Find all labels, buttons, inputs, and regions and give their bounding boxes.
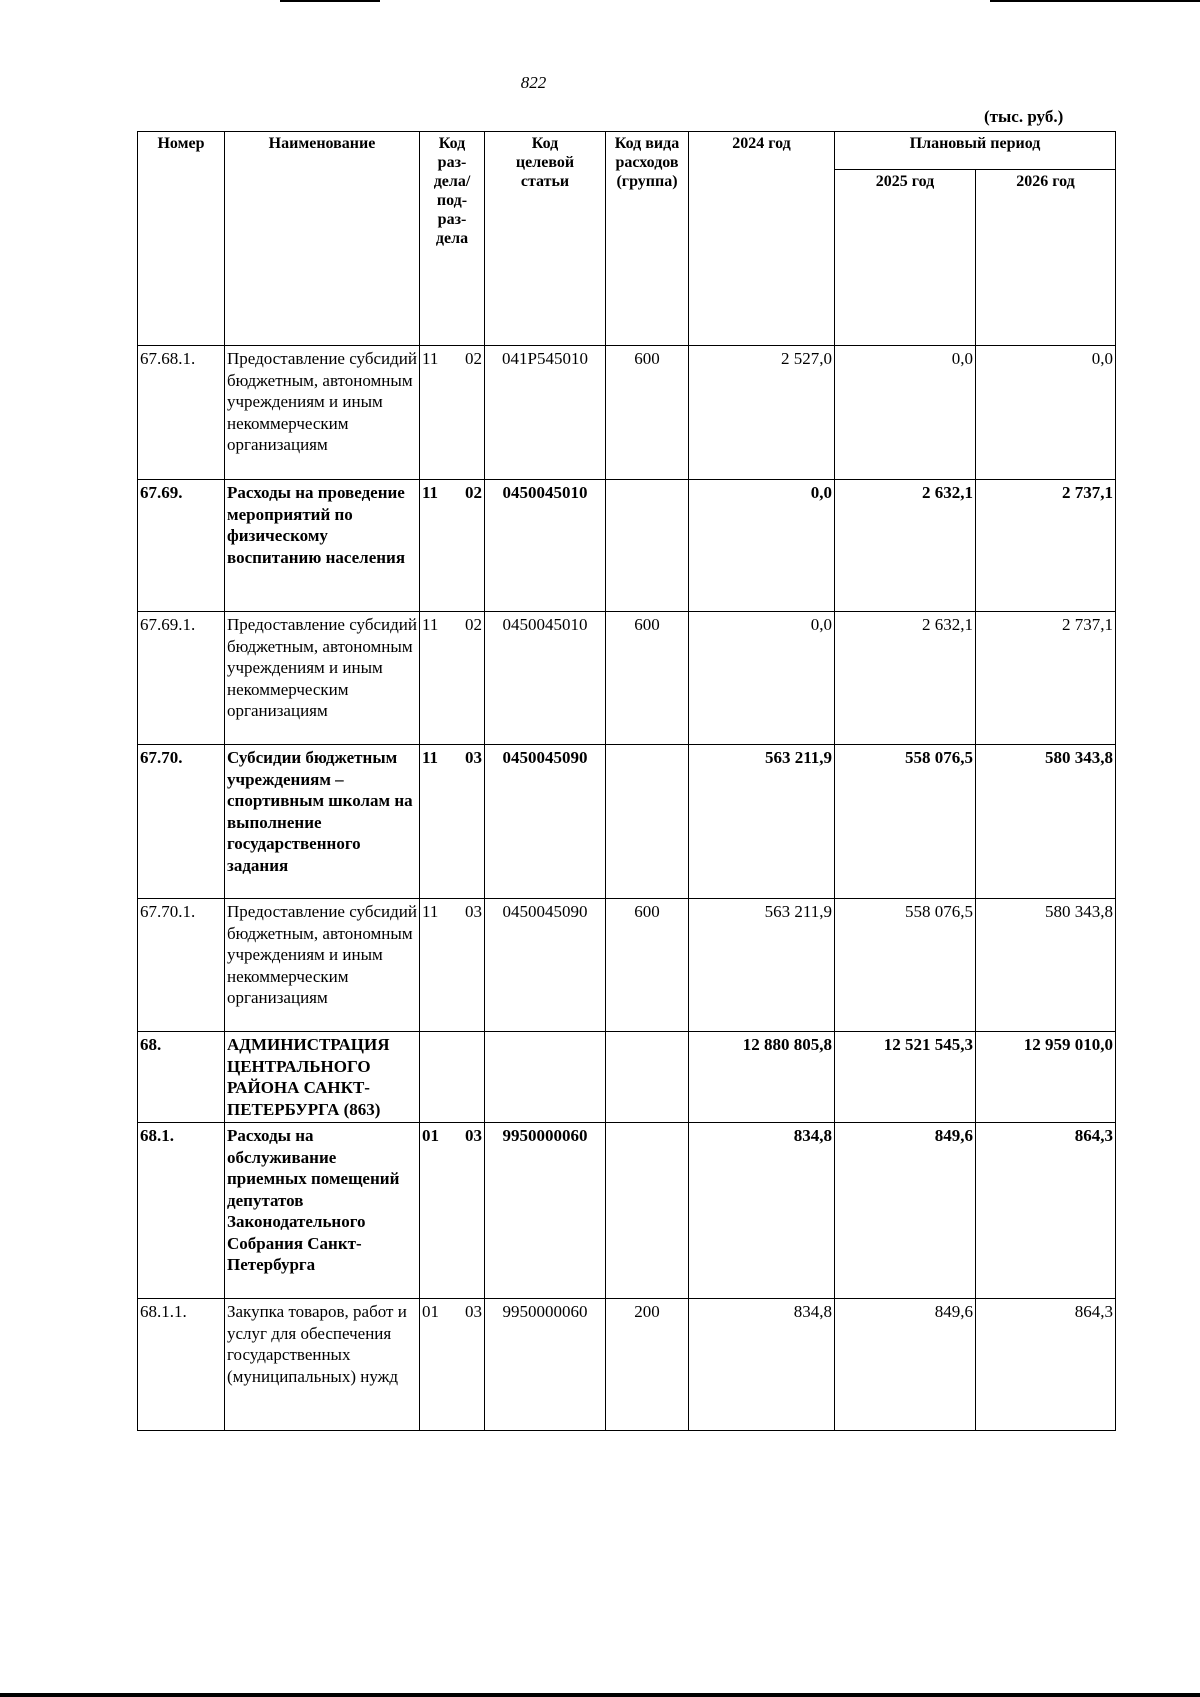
row-number: 68.1.	[138, 1123, 225, 1299]
row-name: Расходы на проведение мероприятий по физическому воспитанию населения	[225, 480, 420, 612]
row-vid	[606, 1123, 689, 1299]
row-celevaya	[485, 1032, 606, 1123]
row-name: Предоставление субсидий бюджетным, автономным учреждениям и иным некоммерческим организациям	[225, 346, 420, 480]
header-vid	[606, 132, 689, 346]
row-podrazdel-code: 02	[465, 615, 482, 634]
header-2025: 2025 год	[835, 170, 976, 346]
row-value-2024: 834,8	[689, 1123, 835, 1299]
budget-table	[137, 131, 1116, 1431]
row-razdel	[420, 346, 485, 480]
scan-edge-bottom	[0, 1693, 1200, 1697]
row-vid	[606, 745, 689, 899]
row-celevaya: 0450045090	[485, 745, 606, 899]
row-value-2026: 580 343,8	[976, 745, 1116, 899]
row-value-2024: 563 211,9	[689, 745, 835, 899]
scan-edge-top-left	[280, 0, 380, 2]
header-cel-l3: статьи	[520, 173, 570, 190]
header-razdel-l3: дела/	[433, 173, 471, 190]
row-value-2026: 864,3	[976, 1123, 1116, 1299]
table-row	[138, 1299, 1116, 1431]
row-razdel-code: 01	[422, 1302, 439, 1321]
header-2024: 2024 год	[689, 132, 835, 346]
row-celevaya: 0450045010	[485, 480, 606, 612]
row-value-2026: 2 737,1	[976, 612, 1116, 745]
row-name: Субсидии бюджетным учреждениям – спортивным школам на выполнение государственного задания	[225, 745, 420, 899]
row-razdel-code: 11	[422, 902, 439, 921]
row-podrazdel-code: 02	[465, 483, 482, 502]
header-razdel-l4: под-	[436, 192, 468, 209]
row-celevaya: 9950000060	[485, 1123, 606, 1299]
row-value-2026: 12 959 010,0	[976, 1032, 1116, 1123]
table-row	[138, 1032, 1116, 1123]
row-value-2024: 0,0	[689, 480, 835, 612]
row-value-2024: 2 527,0	[689, 346, 835, 480]
row-razdel	[420, 899, 485, 1032]
row-value-2024: 0,0	[689, 612, 835, 745]
header-number: Номер	[138, 132, 225, 346]
header-vid-l1: Код вида	[614, 135, 680, 152]
header-razdel-l5: раз-	[437, 211, 467, 228]
row-razdel	[420, 612, 485, 745]
header-razdel-l1: Код	[438, 135, 466, 152]
scan-edge-top-right	[990, 0, 1200, 2]
row-number: 67.70.	[138, 745, 225, 899]
row-celevaya: 9950000060	[485, 1299, 606, 1431]
row-razdel-code: 01	[422, 1126, 439, 1145]
row-value-2026: 580 343,8	[976, 899, 1116, 1032]
row-podrazdel-code: 03	[465, 748, 482, 767]
table-row	[138, 480, 1116, 612]
header-plan-period: Плановый период	[835, 132, 1116, 170]
header-cel-l2: целевой	[515, 154, 575, 171]
table-row	[138, 899, 1116, 1032]
row-number: 68.1.1.	[138, 1299, 225, 1431]
row-podrazdel-code: 03	[465, 1302, 482, 1321]
row-value-2026: 2 737,1	[976, 480, 1116, 612]
row-value-2025: 558 076,5	[835, 745, 976, 899]
row-value-2025: 2 632,1	[835, 612, 976, 745]
row-number: 67.69.	[138, 480, 225, 612]
row-value-2024: 834,8	[689, 1299, 835, 1431]
row-podrazdel-code: 03	[465, 902, 482, 921]
row-razdel	[420, 1032, 485, 1123]
row-podrazdel-code: 03	[465, 1126, 482, 1145]
row-name: Предоставление субсидий бюджетным, автономным учреждениям и иным некоммерческим организациям	[225, 899, 420, 1032]
row-vid	[606, 1032, 689, 1123]
row-number: 67.69.1.	[138, 612, 225, 745]
row-vid: 600	[606, 346, 689, 480]
row-razdel	[420, 745, 485, 899]
row-razdel	[420, 480, 485, 612]
header-2026: 2026 год	[976, 170, 1116, 346]
row-razdel-code: 11	[422, 483, 439, 502]
row-razdel	[420, 1123, 485, 1299]
header-vid-l3: (группа)	[616, 173, 678, 190]
header-razdel-l6: дела	[435, 230, 469, 247]
row-vid: 600	[606, 612, 689, 745]
row-podrazdel-code: 02	[465, 349, 482, 368]
table-row	[138, 1123, 1116, 1299]
row-value-2025: 849,6	[835, 1123, 976, 1299]
header-cel-l1: Код	[531, 135, 559, 152]
row-celevaya: 0450045010	[485, 612, 606, 745]
row-value-2025: 849,6	[835, 1299, 976, 1431]
header-name: Наименование	[225, 132, 420, 346]
row-value-2026: 0,0	[976, 346, 1116, 480]
row-razdel	[420, 1299, 485, 1431]
row-value-2025: 12 521 545,3	[835, 1032, 976, 1123]
table-row	[138, 346, 1116, 480]
table-row	[138, 745, 1116, 899]
row-name: АДМИНИСТРАЦИЯ ЦЕНТРАЛЬНОГО РАЙОНА САНКТ-ПЕТЕРБУРГА (863)	[225, 1032, 420, 1123]
row-value-2025: 558 076,5	[835, 899, 976, 1032]
table-row	[138, 612, 1116, 745]
row-celevaya: 0450045090	[485, 899, 606, 1032]
row-value-2024: 563 211,9	[689, 899, 835, 1032]
header-razdel-l2: раз-	[437, 154, 467, 171]
row-name: Расходы на обслуживание приемных помещений депутатов Законодательного Собрания Санкт-Петербурга	[225, 1123, 420, 1299]
header-celevaya	[485, 132, 606, 346]
row-vid: 200	[606, 1299, 689, 1431]
row-number: 68.	[138, 1032, 225, 1123]
page-number: 822	[520, 73, 547, 92]
row-value-2025: 2 632,1	[835, 480, 976, 612]
row-number: 67.68.1.	[138, 346, 225, 480]
row-value-2024: 12 880 805,8	[689, 1032, 835, 1123]
row-razdel-code: 11	[422, 748, 439, 767]
row-celevaya: 041P545010	[485, 346, 606, 480]
row-razdel-code: 11	[422, 615, 439, 634]
row-value-2025: 0,0	[835, 346, 976, 480]
units-label: (тыс. руб.)	[984, 107, 1064, 126]
row-razdel-code: 11	[422, 349, 439, 368]
row-number: 67.70.1.	[138, 899, 225, 1032]
row-name: Предоставление субсидий бюджетным, автономным учреждениям и иным некоммерческим организациям	[225, 612, 420, 745]
header-razdel	[420, 132, 485, 346]
row-name: Закупка товаров, работ и услуг для обеспечения государственных (муниципальных) нужд	[225, 1299, 420, 1431]
row-vid	[606, 480, 689, 612]
row-value-2026: 864,3	[976, 1299, 1116, 1431]
row-vid: 600	[606, 899, 689, 1032]
header-vid-l2: расходов	[615, 154, 679, 171]
